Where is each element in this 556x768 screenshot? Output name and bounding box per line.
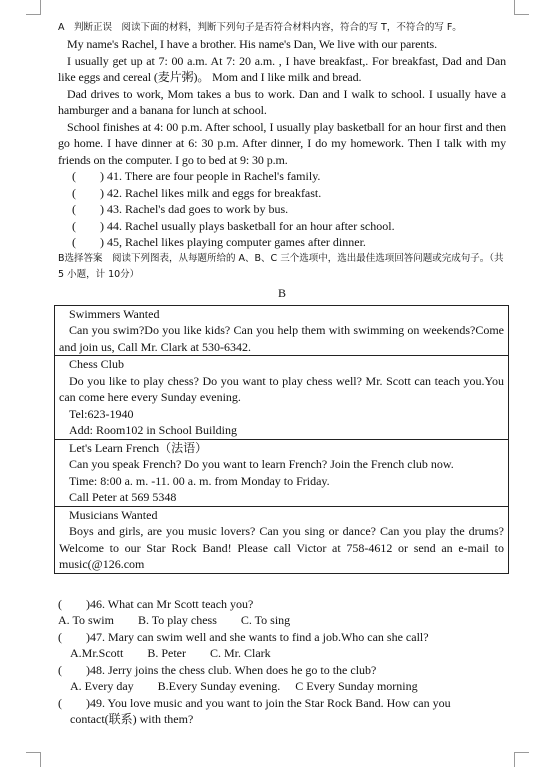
mcq-options: contact(联系) with them? — [70, 712, 194, 726]
mcq-question: ( )48. Jerry joins the chess club. When does he go to the club? — [58, 662, 377, 677]
section-b-heading: B — [277, 285, 286, 300]
ad-detail: Call Peter at 569 5348 — [69, 490, 177, 504]
tf-question: ( ) 41. There are four people in Rachel's family. — [72, 169, 321, 183]
ads-table — [54, 305, 509, 574]
ad-title: Swimmers Wanted — [69, 306, 160, 321]
ad-body: Do you like to play chess? Do you want to play chess well? Mr. Scott can teach you.You can come here every Sunday evening. — [59, 373, 504, 404]
mcq-options: A.Mr.Scott B. Peter C. Mr. Clark — [70, 646, 271, 660]
mcq-options: A. To swim B. To play chess C. To sing — [58, 613, 291, 627]
section-b-instruction: B选择答案 阅读下列图表，从每题所给的 A、B、C 三个选项中，选出最佳选项回答问题或完成句子。（共 5 小题，计 10分） — [58, 252, 504, 280]
ad-body: Boys and girls, are you music lovers? Can you sing or dance? Can you play the drums? Welcome to our Star Rock Band! Please call Victor at 758-4612 or send an e-mail to music(@126.com — [59, 524, 504, 571]
tf-question: ( ) 42. Rachel likes milk and eggs for breakfast. — [72, 185, 322, 200]
ad-chess-club — [55, 356, 509, 440]
crop-mark-top-right — [514, 0, 529, 15]
crop-mark-bottom-left — [26, 752, 41, 767]
passage-paragraph: I usually get up at 7: 00 a.m. At 7: 20 a.m. , I have breakfast,. For breakfast, Dad and Dan like eggs and cereal (麦片粥)。 Mom and I like milk and bread. — [58, 53, 506, 84]
section-a-passage — [58, 36, 506, 168]
ad-detail: Tel:623-1940 — [69, 406, 134, 421]
mcq-question: ( )49. You love music and you want to join the Star Rock Band. How can you — [58, 695, 451, 710]
ad-body: Can you speak French? Do you want to learn French? Join the French club now. — [69, 457, 454, 471]
ad-musicians-wanted — [55, 506, 509, 573]
tf-question: ( ) 45, Rachel likes playing computer games after dinner. — [72, 235, 366, 249]
tf-question: ( ) 43. Rachel's dad goes to work by bus. — [72, 202, 289, 216]
ad-title: Chess Club — [69, 357, 125, 371]
mcq-options: A. Every day B.Every Sunday evening. C Every Sunday morning — [70, 679, 418, 693]
ad-swimmers-wanted — [55, 305, 509, 356]
section-a-instruction: A 判断正误 阅读下面的材料，判断下列句子是否符合材料内容，符合的写 T，不符合的写 F。 — [58, 22, 462, 33]
passage-paragraph: My name's Rachel, I have a brother. His name's Dan, We live with our parents. — [67, 37, 438, 51]
crop-mark-top-left — [26, 0, 41, 15]
ad-title: Musicians Wanted — [69, 507, 158, 522]
section-b-questions — [58, 596, 506, 728]
passage-paragraph: School finishes at 4: 00 p.m. After school, I usually play basketball for an hour first and then go home. I have dinner at 6: 30 p.m. After dinner, I do my homework. Then I talk with my friends on the computer. I go to bed at 9: 30 p.m. — [58, 119, 506, 167]
ad-body: Can you swim?Do you like kids? Can you help them with swimming on weekends?Come and join us, Call Mr. Clark at 530-6342. — [59, 323, 504, 354]
mcq-question: ( )46. What can Mr Scott teach you? — [58, 596, 254, 611]
section-a-questions — [58, 168, 506, 251]
document-page — [58, 20, 506, 728]
tf-question: ( ) 44. Rachel usually plays basketball for an hour after school. — [72, 218, 395, 233]
ad-detail: Add: Room102 in School Building — [69, 423, 238, 437]
ad-detail: Time: 8:00 a. m. -11. 00 a. m. from Monday to Friday. — [69, 473, 330, 488]
passage-paragraph: Dad drives to work, Mom takes a bus to work. Dan and I walk to school. I usually have a hamburger and a banana for lunch at school. — [58, 86, 506, 117]
ad-title: Let's Learn French（法语） — [69, 440, 208, 455]
mcq-question: ( )47. Mary can swim well and she wants to find a job.Who can she call? — [58, 629, 429, 644]
ad-learn-french — [55, 439, 509, 506]
crop-mark-bottom-right — [514, 752, 529, 767]
